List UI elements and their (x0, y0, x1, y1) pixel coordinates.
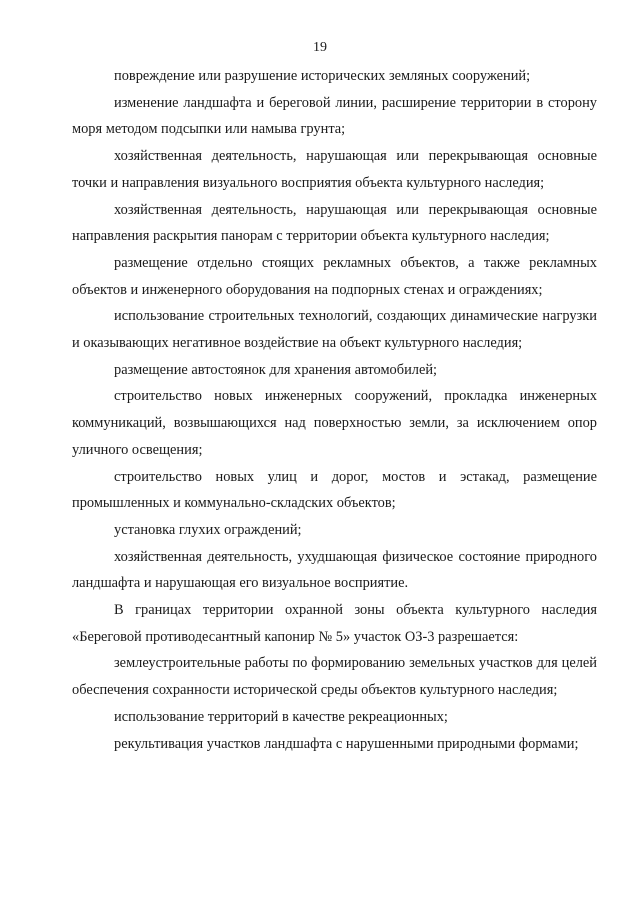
paragraph: рекультивация участков ландшафта с нарушенными природными формами; (114, 735, 579, 752)
paragraph: использование территорий в качестве рекреационных; (114, 708, 448, 725)
paragraph: размещение автостоянок для хранения автомобилей; (114, 361, 438, 378)
paragraph: изменение ландшафта и береговой линии, расширение территории в сторону моря методом подсыпки или намыва грунта; (72, 94, 597, 138)
paragraph: хозяйственная деятельность, ухудшающая физическое состояние природного ландшафта и нарушающая его визуальное восприятие. (72, 548, 597, 592)
paragraph: строительство новых улиц и дорог, мостов и эстакад, размещение промышленных и коммунально-складских объектов; (72, 468, 597, 512)
paragraph: землеустроительные работы по формированию земельных участков для целей обеспечения сохранности исторической среды объектов культурного наследия; (72, 655, 597, 699)
paragraph: размещение отдельно стоящих рекламных объектов, а также рекламных объектов и инженерного оборудования на подпорных стенах и ограждениях; (72, 254, 597, 298)
page-number: 19 (313, 40, 327, 55)
paragraph: хозяйственная деятельность, нарушающая или перекрывающая основные направления раскрытия панорам с территории объекта культурного наследия; (72, 201, 597, 245)
paragraph: повреждение или разрушение исторических земляных сооружений; (114, 68, 531, 84)
paragraph: использование строительных технологий, создающих динамические нагрузки и оказывающих негативное воздействие на объект культурного наследия; (72, 308, 597, 352)
paragraph: строительство новых инженерных сооружений, прокладка инженерных коммуникаций, возвышающихся над поверхностью земли, за исключением опор уличного освещения; (72, 388, 597, 458)
paragraph: хозяйственная деятельность, нарушающая или перекрывающая основные точки и направления визуального восприятия объекта культурного наследия; (72, 148, 597, 191)
paragraph: установка глухих ограждений; (114, 521, 302, 538)
paragraph: В границах территории охранной зоны объекта культурного наследия «Береговой противодесантный капонир № 5» участок ОЗ-3 разрешается: (72, 602, 597, 645)
document-body (72, 63, 597, 757)
